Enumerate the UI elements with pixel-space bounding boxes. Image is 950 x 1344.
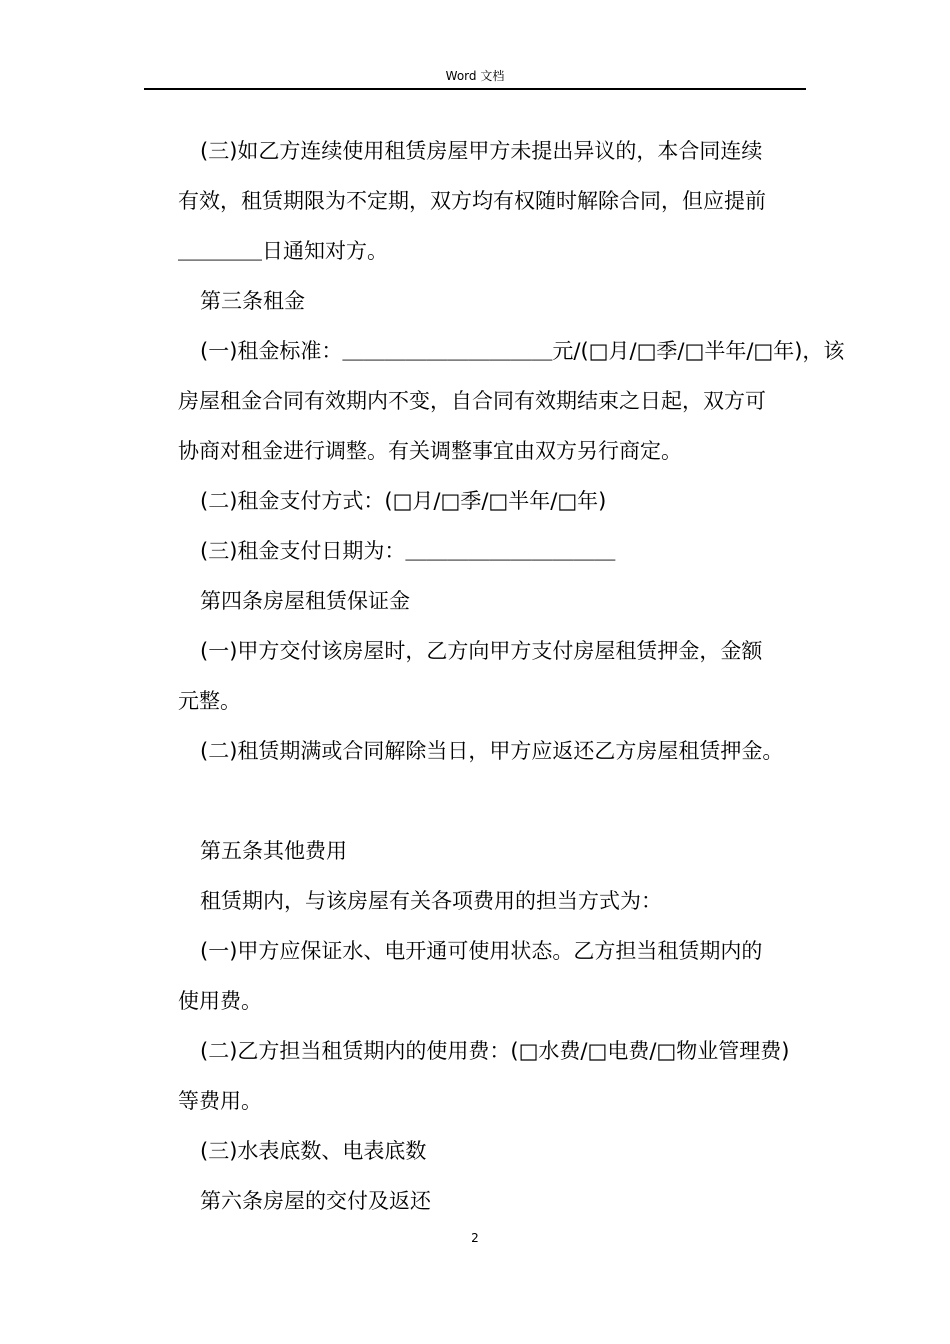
paragraph-deposit-return: (二)租赁期满或合同解除当日，甲方应返还乙方房屋租赁押金。 <box>200 739 784 763</box>
section-heading-rent: 第三条租金 <box>200 289 305 313</box>
page-number-value: 2 <box>471 1231 479 1245</box>
blank-line <box>178 776 798 826</box>
section-heading-other-fees: 第五条其他费用 <box>200 839 347 863</box>
paragraph-continuation-clause-line3: ＿＿＿＿日通知对方。 <box>178 239 388 263</box>
paragraph-meter-readings: (三)水表底数、电表底数 <box>200 1139 427 1163</box>
paragraph-fees-tenant-line2: 等费用。 <box>178 1089 262 1113</box>
paragraph-continuation-clause: (三)如乙方连续使用租赁房屋甲方未提出异议的，本合同连续 <box>200 139 763 163</box>
paragraph-deposit-payment: (一)甲方交付该房屋时，乙方向甲方支付房屋租赁押金，金额 <box>200 639 763 663</box>
header-label: Word 文档 <box>445 69 505 83</box>
page-header <box>144 68 806 90</box>
paragraph-continuation-clause-line2: 有效，租赁期限为不定期，双方均有权随时解除合同，但应提前 <box>178 189 766 213</box>
paragraph-fees-utilities-line2: 使用费。 <box>178 989 262 1013</box>
paragraph-deposit-payment-line2: 元整。 <box>178 689 241 713</box>
page-number <box>0 1230 950 1246</box>
document-body <box>178 126 845 1226</box>
paragraph-fees-intro: 租赁期内，与该房屋有关各项费用的担当方式为： <box>200 889 662 913</box>
paragraph-fees-utilities: (一)甲方应保证水、电开通可使用状态。乙方担当租赁期内的 <box>200 939 763 963</box>
paragraph-rent-payment-method: (二)租金支付方式：(□月/□季/□半年/□年) <box>200 489 607 513</box>
paragraph-rent-standard-line2: 房屋租金合同有效期内不变，自合同有效期结束之日起，双方可 <box>178 389 766 413</box>
paragraph-rent-standard: (一)租金标准：＿＿＿＿＿＿＿＿＿＿元/(□月/□季/□半年/□年)，该 <box>200 339 845 363</box>
paragraph-rent-standard-line3: 协商对租金进行调整。有关调整事宜由双方另行商定。 <box>178 439 682 463</box>
paragraph-fees-tenant: (二)乙方担当租赁期内的使用费：(□水费/□电费/□物业管理费) <box>200 1039 790 1063</box>
section-heading-deposit: 第四条房屋租赁保证金 <box>200 589 410 613</box>
paragraph-rent-payment-date: (三)租金支付日期为：＿＿＿＿＿＿＿＿＿＿ <box>200 539 616 563</box>
section-heading-handover: 第六条房屋的交付及返还 <box>200 1189 431 1213</box>
